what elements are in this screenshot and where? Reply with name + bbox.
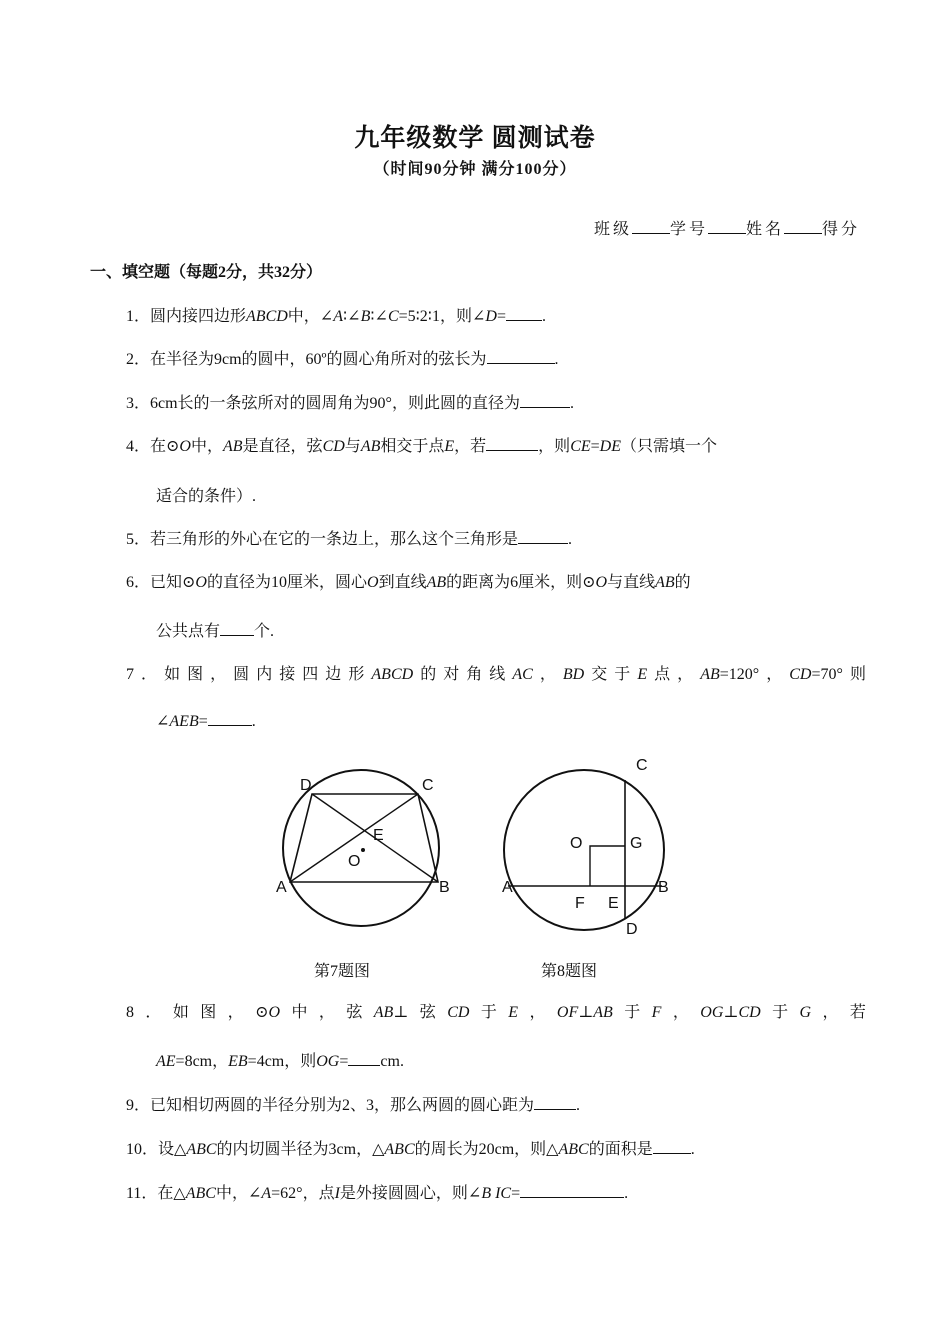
question-9	[126, 1092, 866, 1115]
fig8-label-c: C	[636, 757, 648, 774]
score-label: 得分	[821, 221, 860, 238]
q7-text: .	[251, 713, 256, 730]
fig8-label-o: O	[570, 835, 583, 852]
q2-text: 2．在半径为9cm的圆中，60º的圆心角所对的弦长为	[126, 351, 487, 368]
figure-8	[496, 750, 686, 946]
q11-text: 是外接圆圆心，则∠	[339, 1185, 482, 1202]
q4-text: ，若	[454, 438, 487, 455]
fig8-label-d: D	[626, 921, 638, 938]
q11-text: 11．在△	[126, 1185, 186, 1202]
question-10	[126, 1136, 866, 1159]
q1-text: ∶∠	[370, 308, 388, 325]
question-6-continued	[156, 618, 896, 641]
q8-text: ⊥弦	[393, 1004, 448, 1021]
q1-var: A	[333, 308, 343, 325]
q4-text: ，则	[538, 438, 571, 455]
q11-text: 中，∠	[215, 1185, 262, 1202]
q8-text: 于	[469, 1004, 509, 1021]
q8-text: ⊥	[723, 1004, 739, 1021]
name-label: 姓名	[745, 221, 784, 238]
q8-var: OG	[316, 1053, 340, 1070]
fig8-label-f: F	[575, 895, 585, 912]
question-3	[126, 390, 866, 413]
q7-answer-blank[interactable]	[208, 711, 252, 726]
q6-text: 的距离为6厘米，则⊙	[446, 574, 596, 591]
id-label: 学号	[669, 221, 708, 238]
q11-text: =62°，点	[271, 1185, 335, 1202]
q8-text: =	[339, 1053, 349, 1070]
q6-text: 的	[674, 574, 691, 591]
q9-answer-blank[interactable]	[534, 1095, 576, 1110]
fig7-label-c: C	[422, 777, 434, 794]
q11-var: ABC	[185, 1185, 216, 1202]
q8-var: CD	[738, 1004, 761, 1021]
q7-text: ，	[532, 666, 563, 683]
q8-text: ，若	[811, 1004, 866, 1021]
q8-text: =4cm，则	[247, 1053, 317, 1070]
student-info-line	[594, 216, 860, 239]
q5-answer-blank[interactable]	[518, 529, 568, 544]
q8-text: 于	[612, 1004, 652, 1021]
q1-text: 1．圆内接四边形	[126, 308, 247, 325]
q7-var: AC	[512, 666, 533, 683]
q2-text: .	[554, 351, 559, 368]
q10-text: .	[690, 1141, 695, 1158]
q1-var: ABCD	[246, 308, 288, 325]
q4-text: 4．在⊙	[126, 438, 180, 455]
q8-text: ⊥	[578, 1004, 594, 1021]
q11-var: I	[334, 1185, 340, 1202]
q7-var: ABCD	[371, 666, 414, 683]
section-heading: 一、填空题（每题2分，共32分）	[90, 264, 323, 281]
fig8-perpendiculars	[590, 846, 625, 886]
question-4-continued: 适合的条件）.	[156, 488, 257, 505]
q1-var: B	[360, 308, 371, 325]
figure-7	[270, 762, 460, 952]
q10-var: ABC	[558, 1141, 589, 1158]
q4-answer-blank[interactable]	[486, 436, 538, 451]
fig7-label-e: E	[373, 827, 384, 844]
figure-7-caption: 第7题图	[314, 963, 371, 980]
q6-text: 与直线	[607, 574, 656, 591]
fig7-quadrilateral	[290, 794, 438, 882]
name-blank[interactable]	[784, 219, 822, 234]
q6-var: AB	[655, 574, 675, 591]
fig7-label-d: D	[300, 777, 312, 794]
q2-answer-blank[interactable]	[487, 349, 555, 364]
q6-answer-blank[interactable]	[220, 621, 254, 636]
q7-text: =120°，	[719, 666, 790, 683]
q4-var: O	[179, 438, 191, 455]
q11-var: B IC	[481, 1185, 512, 1202]
q8-var: OG	[700, 1004, 724, 1021]
q3-text: .	[569, 395, 574, 412]
q7-text: =70°则	[811, 666, 866, 683]
class-blank[interactable]	[632, 219, 670, 234]
q8-text: cm.	[380, 1053, 404, 1070]
figure-8-caption: 第8题图	[541, 963, 598, 980]
q8-text: 于	[760, 1004, 800, 1021]
q6-var: O	[195, 574, 207, 591]
q1-text: .	[541, 308, 546, 325]
figure-7-diagram	[270, 762, 460, 952]
q6-var: AB	[426, 574, 447, 591]
q4-var: AB	[223, 438, 243, 455]
q4-var: AB	[360, 438, 381, 455]
q8-text: =8cm，	[175, 1053, 229, 1070]
q11-text: =	[511, 1185, 521, 1202]
q7-var: AB	[700, 666, 720, 683]
q6-text: 6．已知⊙	[126, 574, 196, 591]
question-5	[126, 526, 866, 549]
fig7-label-b: B	[439, 879, 450, 896]
fig8-label-b: B	[658, 879, 669, 896]
q8-var: OF	[556, 1004, 579, 1021]
q7-var: CD	[789, 666, 812, 683]
q9-text: 9．已知相切两圆的半径分别为2、3，那么两圆的圆心距为	[126, 1097, 535, 1114]
q10-text: 的内切圆半径为3cm，△	[216, 1141, 385, 1158]
question-2	[126, 346, 866, 369]
q10-text: 的面积是	[588, 1141, 653, 1158]
q10-var: ABC	[384, 1141, 415, 1158]
q4-text: 中，	[190, 438, 223, 455]
q10-text: 10．设△	[126, 1141, 187, 1158]
q8-text: ，	[518, 1004, 557, 1021]
q8-var: CD	[447, 1004, 470, 1021]
q1-var: C	[387, 308, 399, 325]
fig7-center-dot	[361, 848, 365, 852]
fig8-label-a: A	[502, 879, 513, 896]
q8-var: AB	[373, 1004, 394, 1021]
q11-var: A	[261, 1185, 272, 1202]
q8-var: EB	[228, 1053, 248, 1070]
question-1	[126, 303, 866, 326]
fig7-label-o: O	[348, 853, 361, 870]
q1-text: 中，∠	[287, 308, 334, 325]
q4-text: （只需填一个	[621, 438, 718, 455]
figure-8-diagram	[496, 750, 686, 946]
q4-text: =	[590, 438, 600, 455]
q7-var: AEB	[169, 713, 199, 730]
fig7-label-a: A	[276, 879, 287, 896]
q8-text: 8．如图，⊙	[126, 1004, 269, 1021]
q6-var: O	[595, 574, 608, 591]
q1-text: =	[496, 308, 506, 325]
q1-text: =5∶2∶1，则∠	[398, 308, 486, 325]
q8-var: E	[508, 1004, 519, 1021]
question-8-continued	[156, 1048, 896, 1071]
q8-answer-blank[interactable]	[348, 1051, 380, 1066]
q1-var: D	[485, 308, 497, 325]
q4-var: E	[444, 438, 455, 455]
q7-var: BD	[562, 666, 585, 683]
q7-text: ∠	[156, 713, 170, 730]
class-label: 班级	[593, 221, 632, 238]
q3-text: 3．6cm长的一条弦所对的圆周角为90°，则此圆的直径为	[126, 395, 520, 412]
q6-text: 个.	[254, 623, 275, 640]
q7-text: 的对角线	[413, 666, 513, 683]
q6-text: 的直径为10厘米，圆心	[206, 574, 367, 591]
q4-text: 相交于点	[380, 438, 445, 455]
page-subtitle: （时间90分钟 满分100分）	[373, 161, 577, 178]
q1-answer-blank[interactable]	[506, 306, 542, 321]
q8-var: AB	[593, 1004, 613, 1021]
q8-var: F	[651, 1004, 662, 1021]
q8-var: O	[268, 1004, 281, 1021]
q8-var: G	[799, 1004, 812, 1021]
q7-text: =	[198, 713, 208, 730]
question-7	[126, 661, 866, 684]
question-11	[126, 1180, 866, 1203]
q7-text: 点，	[647, 666, 701, 683]
question-7-continued	[156, 711, 896, 731]
q7-text: 交于	[584, 666, 638, 683]
fig8-label-g: G	[630, 835, 643, 852]
q8-text: 中，弦	[280, 1004, 374, 1021]
q10-var: ABC	[186, 1141, 217, 1158]
q6-var: O	[367, 574, 379, 591]
q4-var: CE	[570, 438, 591, 455]
q4-var: CD	[322, 438, 345, 455]
q10-text: 的周长为20cm，则△	[414, 1141, 559, 1158]
q4-var: DE	[599, 438, 621, 455]
fig8-label-e: E	[608, 895, 619, 912]
question-8	[126, 999, 866, 1022]
q11-text: .	[624, 1185, 629, 1202]
q3-answer-blank[interactable]	[520, 393, 570, 408]
q7-text: 7．如图，圆内接四边形	[126, 666, 372, 683]
q4-text: 是直径，弦	[242, 438, 323, 455]
q8-text: ，	[661, 1004, 701, 1021]
q9-text: .	[576, 1097, 581, 1114]
question-6	[126, 569, 866, 592]
q6-text: 到直线	[378, 574, 427, 591]
q5-text: 5．若三角形的外心在它的一条边上，那么这个三角形是	[126, 531, 519, 548]
q8-var: AE	[156, 1053, 176, 1070]
q11-answer-blank[interactable]	[520, 1183, 624, 1198]
q5-text: .	[568, 531, 573, 548]
page-title: 九年级数学 圆测试卷	[354, 125, 596, 152]
id-blank[interactable]	[708, 219, 746, 234]
q10-answer-blank[interactable]	[653, 1139, 691, 1154]
q7-var: E	[637, 666, 648, 683]
q6-text: 公共点有	[156, 623, 221, 640]
q4-text: 与	[344, 438, 361, 455]
q1-text: ∶∠	[343, 308, 361, 325]
question-4	[126, 433, 866, 456]
